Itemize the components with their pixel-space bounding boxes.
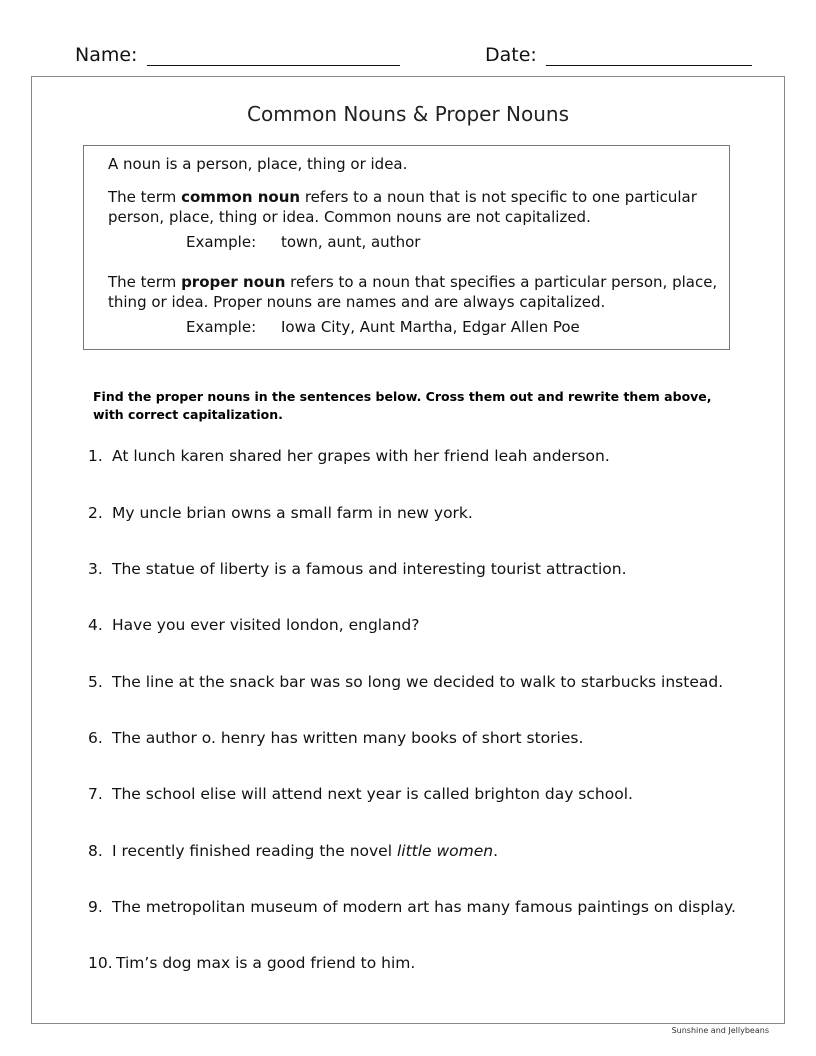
item-text: The line at the snack bar was so long we decided to walk to starbucks instead. bbox=[112, 673, 724, 691]
item-number: 2. bbox=[88, 504, 103, 522]
item-text: The statue of liberty is a famous and interesting tourist attraction. bbox=[112, 560, 627, 578]
item-number: 9. bbox=[88, 898, 103, 916]
item-italic-title: little women bbox=[396, 842, 494, 860]
sentence-item bbox=[88, 673, 723, 691]
proper-post: refers to a noun that specifies a particular person, place, thing or idea. Proper nouns are names and are always capitalized. bbox=[108, 273, 718, 311]
sentence-item bbox=[88, 504, 473, 522]
common-noun-definition bbox=[108, 187, 723, 227]
sentence-item bbox=[88, 954, 415, 972]
item-text: Tim’s dog max is a good friend to him. bbox=[116, 954, 416, 972]
common-example-values: town, aunt, author bbox=[281, 233, 421, 251]
footer-credit: Sunshine and Jellybeans bbox=[671, 1026, 769, 1035]
sentence-item bbox=[88, 842, 498, 860]
instructions: Find the proper nouns in the sentences below. Cross them out and rewrite them above, with correct capitalization. bbox=[93, 389, 712, 422]
sentence-item bbox=[88, 785, 633, 803]
item-text-end: . bbox=[493, 842, 499, 860]
item-number: 8. bbox=[88, 842, 103, 860]
item-text: Have you ever visited london, england? bbox=[112, 616, 420, 634]
sentence-item bbox=[88, 729, 583, 747]
item-number: 7. bbox=[88, 785, 103, 803]
proper-pre: The term bbox=[108, 273, 182, 291]
sentence-item bbox=[88, 616, 420, 634]
common-post: refers to a noun that is not specific to one particular person, place, thing or idea. Common nouns are not capitalized. bbox=[108, 188, 697, 226]
proper-noun-term: proper noun bbox=[181, 273, 286, 291]
common-example-label: Example: bbox=[186, 233, 257, 251]
item-text: At lunch karen shared her grapes with her friend leah anderson. bbox=[112, 447, 610, 465]
item-number: 3. bbox=[88, 560, 103, 578]
item-text: My uncle brian owns a small farm in new york. bbox=[112, 504, 473, 522]
sentence-item bbox=[88, 560, 627, 578]
item-text: The school elise will attend next year is called brighton day school. bbox=[112, 785, 633, 803]
sentence-item bbox=[88, 898, 736, 916]
item-text: The metropolitan museum of modern art has many famous paintings on display. bbox=[112, 898, 736, 916]
proper-noun-definition bbox=[108, 272, 723, 312]
item-number: 10. bbox=[88, 954, 113, 972]
sentence-item bbox=[88, 447, 610, 465]
item-number: 4. bbox=[88, 616, 103, 634]
item-number: 5. bbox=[88, 673, 103, 691]
item-text: I recently finished reading the novel bbox=[112, 842, 397, 860]
date-line[interactable] bbox=[546, 65, 752, 66]
item-text: The author o. henry has written many books of short stories. bbox=[112, 729, 584, 747]
proper-example-label: Example: bbox=[186, 318, 257, 336]
common-pre: The term bbox=[108, 188, 182, 206]
proper-example-values: Iowa City, Aunt Martha, Edgar Allen Poe bbox=[281, 318, 580, 336]
noun-definition: A noun is a person, place, thing or idea. bbox=[108, 155, 408, 173]
name-line[interactable] bbox=[147, 65, 400, 66]
item-number: 1. bbox=[88, 447, 103, 465]
date-label: Date: bbox=[485, 44, 537, 66]
common-noun-term: common noun bbox=[181, 188, 301, 206]
name-label: Name: bbox=[75, 44, 138, 66]
item-number: 6. bbox=[88, 729, 103, 747]
worksheet-title: Common Nouns & Proper Nouns bbox=[247, 102, 569, 126]
